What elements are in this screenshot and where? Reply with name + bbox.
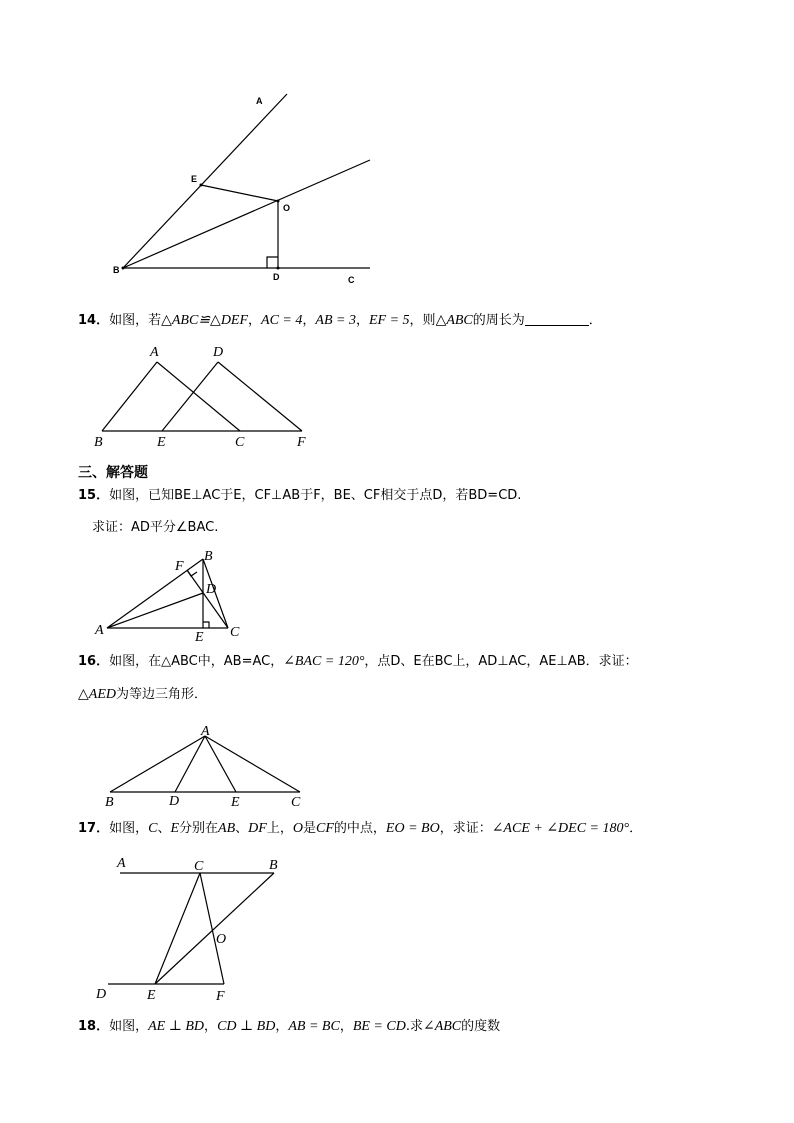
segment-AE [205,736,236,792]
question-17: 17．如图，C、E分别在AB、DF上，O是CF的中点，EO = BO，求证：∠ACE + ∠DEC = 180°． [78,821,643,836]
label-F: F [216,989,225,1004]
label-A: A [117,856,126,871]
segment-EB [155,873,274,984]
label-E: E [191,174,198,184]
label-B: B [113,265,120,275]
right-angle-mark [267,257,278,268]
right-angle-F [187,570,197,576]
side-AB [110,736,205,792]
question-15-prove: 求证：AD平分∠BAC. [92,520,219,535]
label-B: B [204,549,213,564]
label-D: D [96,987,107,1002]
figure-angle-bisector [0,0,794,300]
label-E: E [195,630,204,645]
segment-CF [187,570,228,628]
question-number: 16． [78,654,110,669]
question-16-line2: △AED为等边三角形． [78,687,207,702]
label-C: C [194,859,204,874]
side-AC [157,362,240,431]
side-AB [107,559,203,628]
label-C: C [235,435,245,450]
side-ED [162,362,218,431]
question-16: 16．如图，在△ABC中，AB=AC，∠BAC = 120°，点D、E在BC上，AD⊥AC，AE⊥AB．求证： [78,654,638,669]
label-E: E [157,435,166,450]
segment-EO [201,185,278,201]
segment-CF [200,873,227,984]
ray-BA [123,94,287,268]
answer-blank[interactable] [525,313,589,326]
label-E: E [231,795,240,810]
label-A: A [95,623,104,638]
ray-BO [123,160,370,268]
right-angle-E [203,622,209,628]
figure-q17 [0,845,794,1005]
label-F: F [297,435,306,450]
label-O: O [216,932,227,947]
question-number: 14． [78,313,110,328]
figure-q15 [0,545,794,645]
question-14: 14．如图，若△ABC≌△DEF，AC = 4，AB = 3，EF = 5，则△ABC的周长为 ． [78,313,602,328]
label-D: D [206,582,217,597]
label-C: C [230,625,240,640]
figure-congruent-triangles [0,340,794,460]
label-A: A [150,345,159,360]
label-D: D [213,345,224,360]
side-DF [218,362,302,431]
question-number: 17． [78,821,110,836]
label-C: C [348,275,355,285]
side-BA [102,362,157,431]
side-AC [205,736,300,792]
label-A: A [201,724,210,739]
label-O: O [283,203,291,213]
label-F: F [175,559,184,574]
question-15: 15．如图，已知BE⊥AC于E，CF⊥AB于F，BE、CF相交于点D，若BD=CD. [78,488,522,503]
label-D: D [169,794,180,809]
label-B: B [269,858,278,873]
question-18: 18．如图，AE ⊥ BD，CD ⊥ BD，AB = BC，BE = CD.求∠ABC的度数 [78,1019,501,1034]
label-A: A [256,96,263,106]
section-title: 三、解答题 [78,465,148,481]
figure-q16 [0,715,794,815]
label-C: C [291,795,301,810]
segment-AD [107,593,203,628]
segment-CE [155,873,200,984]
label-E: E [147,988,156,1003]
label-B: B [105,795,114,810]
question-number: 18． [78,1019,110,1034]
label-D: D [273,272,280,282]
label-B: B [94,435,103,450]
question-number: 15． [78,488,110,503]
